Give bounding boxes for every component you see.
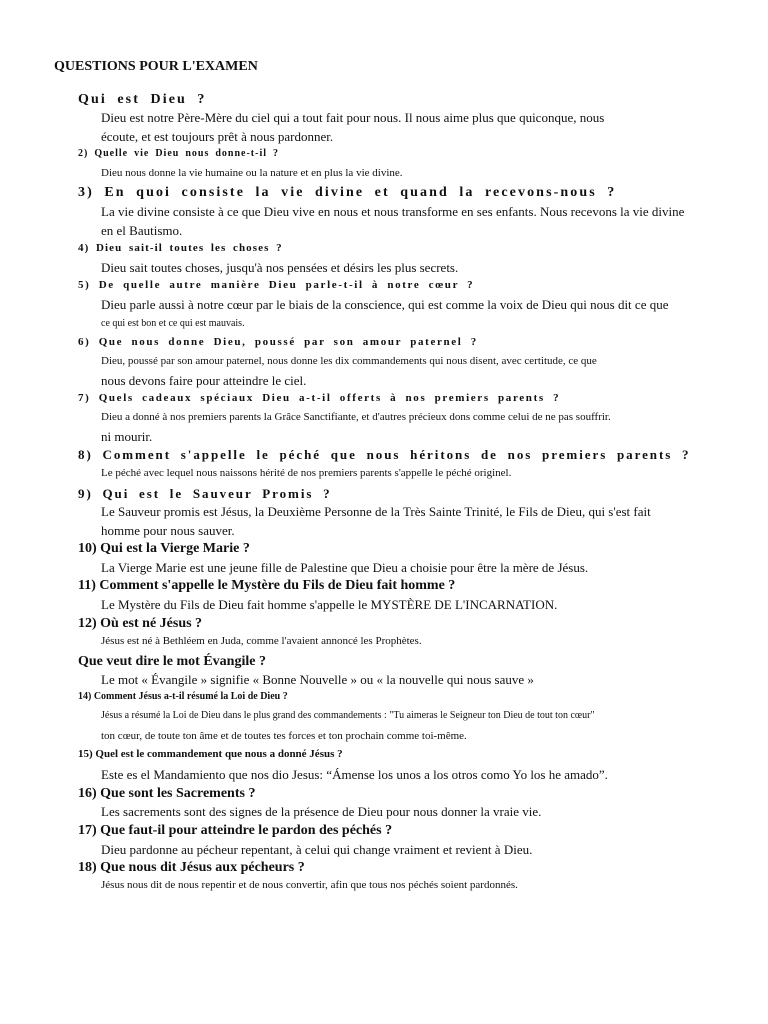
question-14: 14) Comment Jésus a-t-il résumé la Loi de Dieu ? bbox=[78, 691, 288, 702]
answer-5-line-2: ce qui est bon et ce qui est mauvais. bbox=[101, 318, 245, 329]
answer-7-line-1: Dieu a donné à nos premiers parents la Grâce Sanctifiante, et d'autres précieux dons comme celui de ne pas souffrir. bbox=[101, 411, 611, 423]
answer-10-line-1: La Vierge Marie est une jeune fille de Palestine que Dieu a choisie pour être la mère de Jésus. bbox=[101, 560, 589, 575]
answer-9-line-1: Le Sauveur promis est Jésus, la Deuxième Personne de la Très Sainte Trinité, le Fils de Dieu, qui s'est fait bbox=[101, 504, 651, 519]
answer-16-line-1: Les sacrements sont des signes de la présence de Dieu pour nous donner la vraie vie. bbox=[101, 804, 542, 819]
answer-1-line-2: écoute, et est toujours prêt à nous pardonner. bbox=[101, 129, 334, 144]
answer-13-line-1: Le mot « Évangile » signifie « Bonne Nouvelle » ou « la nouvelle qui nous sauve » bbox=[101, 672, 534, 687]
question-16: 16) Que sont les Sacrements ? bbox=[78, 786, 256, 801]
question-2: 2) Quelle vie Dieu nous donne-t-il ? bbox=[78, 148, 280, 159]
answer-3-line-1: La vie divine consiste à ce que Dieu vive en nous et nous transforme en ses enfants. Nous recevons la vie divine bbox=[101, 204, 685, 219]
answer-18-line-1: Jésus nous dit de nous repentir et de nous convertir, afin que tous nos péchés soient pardonnés. bbox=[101, 879, 518, 891]
question-11: 11) Comment s'appelle le Mystère du Fils de Dieu fait homme ? bbox=[78, 578, 456, 593]
answer-3-line-2: en el Bautismo. bbox=[101, 223, 183, 238]
question-13: Que veut dire le mot Évangile ? bbox=[78, 654, 266, 669]
answer-6-line-2: nous devons faire pour atteindre le ciel. bbox=[101, 373, 307, 388]
question-7: 7) Quels cadeaux spéciaux Dieu a-t-il offerts à nos premiers parents ? bbox=[78, 392, 561, 404]
answer-9-line-2: homme pour nous sauver. bbox=[101, 523, 235, 538]
answer-11-line-1: Le Mystère du Fils de Dieu fait homme s'appelle le MYSTÈRE DE L'INCARNATION. bbox=[101, 597, 558, 612]
answer-12-line-1: Jésus est né à Bethléem en Juda, comme l'avaient annoncé les Prophètes. bbox=[101, 635, 422, 647]
question-3: 3) En quoi consiste la vie divine et quand la recevons-nous ? bbox=[78, 185, 617, 200]
question-6: 6) Que nous donne Dieu, poussé par son amour paternel ? bbox=[78, 336, 478, 348]
answer-6-line-1: Dieu, poussé par son amour paternel, nous donne les dix commandements qui nous disent, avec certitude, ce que bbox=[101, 355, 597, 367]
question-8: 8) Comment s'appelle le péché que nous héritons de nos premiers parents ? bbox=[78, 447, 691, 462]
question-17: 17) Que faut-il pour atteindre le pardon des péchés ? bbox=[78, 823, 393, 838]
question-10: 10) Qui est la Vierge Marie ? bbox=[78, 541, 250, 556]
answer-8-line-1: Le péché avec lequel nous naissons hérité de nos premiers parents s'appelle le péché originel. bbox=[101, 467, 512, 479]
answer-1-line-1: Dieu est notre Père-Mère du ciel qui a tout fait pour nous. Il nous aime plus que quiconque, nous bbox=[101, 110, 605, 125]
answer-2-line-1: Dieu nous donne la vie humaine ou la nature et en plus la vie divine. bbox=[101, 167, 403, 179]
answer-14-line-1: Jésus a résumé la Loi de Dieu dans le plus grand des commandements : "Tu aimeras le Seigneur ton Dieu de tout ton cœur" bbox=[101, 710, 595, 721]
answer-7-line-2: ni mourir. bbox=[101, 429, 153, 444]
question-9: 9) Qui est le Sauveur Promis ? bbox=[78, 486, 332, 501]
answer-5-line-1: Dieu parle aussi à notre cœur par le biais de la conscience, qui est comme la voix de Dieu qui nous dit ce que bbox=[101, 297, 669, 312]
answer-15-line-1: Este es el Mandamiento que nos dio Jesus: “Ámense los unos a los otros como Yo los he amado”. bbox=[101, 767, 608, 782]
question-1: Qui est Dieu ? bbox=[78, 92, 207, 107]
question-12: 12) Où est né Jésus ? bbox=[78, 616, 203, 631]
answer-14-line-2: ton cœur, de toute ton âme et de toutes tes forces et ton prochain comme toi-même. bbox=[101, 730, 467, 742]
answer-17-line-1: Dieu pardonne au pécheur repentant, à celui qui change vraiment et revient à Dieu. bbox=[101, 842, 533, 857]
question-4: 4) Dieu sait-il toutes les choses ? bbox=[78, 242, 283, 254]
question-5: 5) De quelle autre manière Dieu parle-t-il à notre cœur ? bbox=[78, 279, 475, 291]
question-15: 15) Quel est le commandement que nous a donné Jésus ? bbox=[78, 748, 343, 760]
answer-4-line-1: Dieu sait toutes choses, jusqu'à nos pensées et désirs les plus secrets. bbox=[101, 260, 459, 275]
question-18: 18) Que nous dit Jésus aux pécheurs ? bbox=[78, 860, 305, 875]
page-title: QUESTIONS POUR L'EXAMEN bbox=[54, 59, 258, 74]
